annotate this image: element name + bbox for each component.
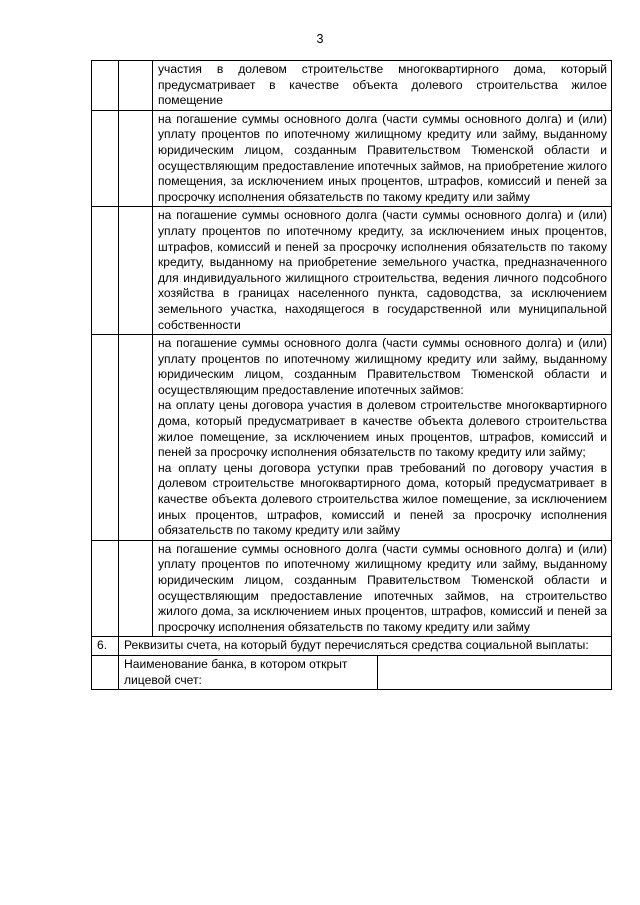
purpose-paragraph: на погашение суммы основного долга (части суммы основного долга) и (или) уплату процентов по ипотечному жилищному кредиту или займу, выданному юридическим лицом, созданным Правительством Тюменской области и осуществляющим предоставление ипотечных займов, на приобретение жилого помещения, за исключением иных процентов, штрафов, комиссий и пеней за просрочку исполнения обязательств по такому кредиту или займу xyxy=(158,111,608,204)
empty-checkbox-cell[interactable] xyxy=(119,110,153,207)
form-rows xyxy=(92,61,612,690)
empty-checkbox-cell[interactable] xyxy=(119,335,153,541)
purpose-paragraph: на погашение суммы основного долга (части суммы основного долга) и (или) уплату процентов по ипотечному жилищному кредиту или займу, выданному юридическим лицом, созданным Правительством Тюменской области и осуществляющим предоставление ипотечных займов: xyxy=(158,336,608,397)
purpose-row xyxy=(92,335,612,541)
bank-name-field[interactable] xyxy=(378,655,612,689)
purpose-paragraph: на погашение суммы основного долга (части суммы основного долга) и (или) уплату процентов по ипотечному кредиту, за исключением иных процентов, штрафов, комиссий и пеней за просрочку исполнения обязательств по такому кредиту, выданному на приобретение земельного участка, предназначенного для индивидуального жилищного строительства, ведения личного подсобного хозяйства в границах населенного пункта, садоводства, за исключением земельного участка, находящегося в государственной или муниципальной собственности xyxy=(158,208,608,332)
empty-checkbox-cell[interactable] xyxy=(119,540,153,637)
purpose-paragraph: на оплату цены договора уступки прав требований по договору участия в долевом строительстве многоквартирного дома, который предусматривает в качестве объекта долевого строительства жилое помещение, за исключением иных процентов, штрафов, комиссий и пеней за просрочку исполнения обязательств по такому кредиту или займу xyxy=(158,460,608,538)
purpose-paragraph: на оплату цены договора участия в долевом строительстве многоквартирного дома, который предусматривает в качестве объекта долевого строительства жилое помещение, за исключением иных процентов, штрафов, комиссий и пеней за просрочку исполнения обязательств по такому кредиту или займу; xyxy=(158,398,608,460)
purpose-row xyxy=(92,207,612,335)
empty-number-cell xyxy=(92,335,119,541)
purpose-row xyxy=(92,110,612,207)
bank-name-label: Наименование банка, в котором открыт лицевой счет: xyxy=(119,655,378,689)
section-number: 6. xyxy=(92,637,119,656)
bank-row xyxy=(92,655,612,689)
section-title: Реквизиты счета, на который будут перечисляться средства социальной выплаты: xyxy=(119,637,612,656)
purpose-row xyxy=(92,540,612,637)
purpose-paragraph: участия в долевом строительстве многоквартирного дома, который предусматривает в качестве объекта долевого строительства жилое помещение xyxy=(158,62,608,108)
section-6-row xyxy=(92,637,612,656)
purpose-text-cell xyxy=(153,335,612,541)
purpose-paragraph: на погашение суммы основного долга (части суммы основного долга) и (или) уплату процентов по ипотечному жилищному кредиту или займу, выданному юридическим лицом, созданным Правительством Тюменской области и осуществляющим предоставление ипотечных займов, на строительство жилого дома, за исключением иных процентов, штрафов, комиссий и пеней за просрочку исполнения обязательств по такому кредиту или займу xyxy=(158,541,608,634)
purpose-text-cell xyxy=(153,540,612,637)
purpose-text-cell xyxy=(153,207,612,335)
empty-checkbox-cell[interactable] xyxy=(119,61,153,111)
empty-number-cell xyxy=(92,540,119,637)
empty-number-cell xyxy=(92,61,119,111)
application-form-table xyxy=(91,60,612,690)
purpose-row xyxy=(92,61,612,111)
purpose-text-cell xyxy=(153,110,612,207)
empty-number-cell xyxy=(92,207,119,335)
empty-number-cell xyxy=(92,655,119,689)
purpose-text-cell xyxy=(153,61,612,111)
empty-checkbox-cell[interactable] xyxy=(119,207,153,335)
empty-number-cell xyxy=(92,110,119,207)
page-number: 3 xyxy=(316,32,324,46)
